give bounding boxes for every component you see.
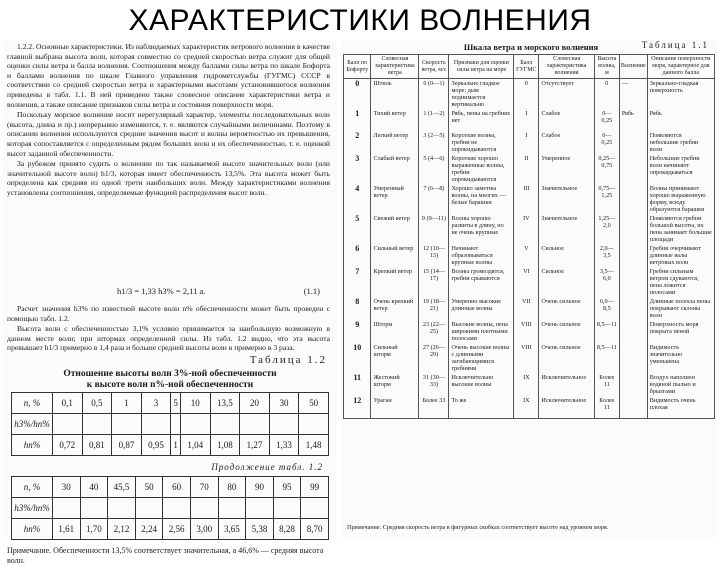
table-cell: 95 — [273, 477, 301, 498]
table-cell: 1 — [171, 435, 181, 456]
continuation-label: Продолжение табл. 1.2 — [211, 462, 323, 472]
row-header: n, % — [12, 393, 53, 414]
table-cell: Рябь, пены на гребнях нет — [449, 109, 514, 131]
column-header: Скорость ветра, м/с — [419, 55, 449, 79]
table-cell: Значительное — [539, 214, 594, 244]
table-cell: 1 (1—2) — [419, 109, 449, 131]
table-cell: IV — [514, 214, 539, 244]
table-cell: 1,33 — [269, 435, 299, 456]
table-cell — [53, 498, 81, 519]
table-cell: 60 — [163, 477, 191, 498]
table-row — [344, 373, 715, 396]
table-cell: 3 (2—5) — [419, 131, 449, 154]
table-cell: 3,65 — [218, 519, 246, 540]
table-cell: Исключительно высокие волны — [449, 373, 514, 396]
table-cell — [135, 498, 163, 519]
table-cell: 0 (0—1) — [419, 79, 449, 110]
table-cell — [246, 498, 274, 519]
table-cell: Сильный шторм — [371, 343, 419, 373]
table-cell: Тихий ветер — [371, 109, 419, 131]
table-cell — [210, 414, 240, 435]
table-cell: 3,5—6,0 — [594, 267, 619, 297]
left-body-text-after — [7, 304, 330, 352]
table-cell — [269, 414, 299, 435]
table-cell: 1,04 — [181, 435, 211, 456]
table-cell: Рябь — [647, 109, 714, 131]
right-page — [341, 40, 717, 538]
table-cell: Слабое — [539, 109, 594, 131]
table-cell: 5 (4—6) — [419, 154, 449, 184]
table-cell — [273, 498, 301, 519]
table-cell: Видимость очень плохая — [647, 396, 714, 419]
table-row — [12, 435, 329, 456]
table-cell: 0 — [594, 79, 619, 110]
left-body-text — [7, 42, 330, 282]
table-cell: Волны принимают хорошо выраженную форму, всюду образуются барашки — [647, 184, 714, 214]
table-cell: Очень сильное — [539, 297, 594, 320]
table-cell: 0,1 — [53, 393, 83, 414]
table-row — [344, 154, 715, 184]
table-cell: Рябь — [619, 109, 647, 131]
table-cell — [181, 414, 211, 435]
table-cell: VIII — [514, 320, 539, 343]
column-header: Балл ГУГМС — [514, 55, 539, 79]
column-header: Высота волны, м — [594, 55, 619, 79]
table-cell: 40 — [80, 477, 108, 498]
table-cell — [299, 414, 329, 435]
table-cell: IX — [514, 396, 539, 419]
row-header: hn% — [12, 519, 53, 540]
table-row — [344, 79, 715, 110]
table-cell: Сильное — [539, 244, 594, 267]
table-title-line: Отношение высоты волн 3%-ной обеспеченности — [63, 369, 277, 379]
table-cell: 10 — [344, 343, 371, 373]
table-row — [344, 244, 715, 267]
table-row — [344, 131, 715, 154]
column-header: Словесная характеристика ветра — [371, 55, 419, 79]
table-title — [43, 369, 297, 391]
table-cell: 6 — [344, 244, 371, 267]
table-cell: Легкий ветер — [371, 131, 419, 154]
paragraph: Высота волн с обеспеченностью 3,1% условно принимается за наибольшую возможную в данном месте волн; при штормах определенной силы. Из табл. 1.2 видно, что эта высота превышает h1/3 примерно в 1,4 раза и больше средней высоты волн в примерно в 3 раза. — [7, 324, 330, 352]
table-cell: Волны громоздятся, гребни срываются — [449, 267, 514, 297]
table-cell: Очень сильное — [539, 343, 594, 373]
table-row — [344, 214, 715, 244]
table-cell: Слабое — [539, 131, 594, 154]
table-cell: Крепкий ветер — [371, 267, 419, 297]
table-cell — [112, 414, 142, 435]
table-cell: Воздух наполнен водяной пылью и брызгами — [647, 373, 714, 396]
table-cell: Умеренный ветер — [371, 184, 419, 214]
table-cell: То же — [449, 396, 514, 419]
table-cell — [80, 498, 108, 519]
table-row — [12, 498, 329, 519]
table-cell — [619, 320, 647, 343]
table-cell: 2,12 — [108, 519, 136, 540]
table-title: Шкала ветра и морского волнения — [463, 42, 599, 52]
table-cell: 1,48 — [299, 435, 329, 456]
table-cell: Начинают образовываться крупные волны — [449, 244, 514, 267]
table-cell: 0,5 — [82, 393, 112, 414]
table-cell: Длинные полосы пены покрывают склоны волн — [647, 297, 714, 320]
table-cell: I — [514, 109, 539, 131]
row-header: h3%/hn% — [12, 414, 53, 435]
table-cell: 5,38 — [246, 519, 274, 540]
table-note: Примечание. Средняя скорость ветра в фигурных скобках соответствует высоте над уровнем моря. — [347, 524, 609, 531]
table-cell: Очень высокие волны с длинными загибающимися гребнями — [449, 343, 514, 373]
table-cell: 10 — [181, 393, 211, 414]
column-header: Балл по Бофорту — [344, 55, 371, 79]
table-cell: Высокие волны, пена широкими плотными полосами — [449, 320, 514, 343]
ratio-table-part1 — [11, 392, 329, 456]
table-cell: V — [514, 244, 539, 267]
table-cell: 7 — [344, 267, 371, 297]
table-cell: 0,72 — [53, 435, 83, 456]
table-cell: II — [514, 154, 539, 184]
table-cell: 2,56 — [163, 519, 191, 540]
formula-body: h1/3 = 1,33 h3% = 2,11 a. — [117, 286, 206, 296]
slide-title: ХАРАКТЕРИСТИКИ ВОЛНЕНИЯ — [128, 4, 592, 37]
table-cell: 1,25—2,0 — [594, 214, 619, 244]
column-header: Волнение — [619, 55, 647, 79]
table-row — [344, 297, 715, 320]
table-cell: Жестокий шторм — [371, 373, 419, 396]
table-cell — [619, 214, 647, 244]
table-cell: 8 — [344, 297, 371, 320]
table-cell: Исключительное — [539, 396, 594, 419]
table-title-line: к высоте волн n%-ной обеспеченности — [86, 380, 254, 390]
table-cell: 0—0,25 — [594, 131, 619, 154]
table-cell: Шторм — [371, 320, 419, 343]
table-cell — [218, 498, 246, 519]
table-cell: 20 — [240, 393, 270, 414]
table-cell: 70 — [190, 477, 218, 498]
table-cell: Зеркально гладкое море; дым поднимается вертикально — [449, 79, 514, 110]
table-cell — [240, 414, 270, 435]
table-cell: Значительное — [539, 184, 594, 214]
paragraph: 1.2.2. Основные характеристики. Из наблюдаемых характеристик ветрового волнения в качестве главной выбрана высота волн, которая совместно со средней скоростью ветра служит для общей оценки силы ветра и балла волнения. Соотношения между баллами силы ветра по шкале Бофорта и баллами волнения по шкале Главного управления гидрометслужбы (ГУГМС) СССР в соответствии со средней скоростью ветра и характерными высотами установившегося волнения приведены в табл. 1.1. В ней приведено также словесное описание характеристики ветра и волнения, а также описание признаков силы ветра и состояния поверхности моря. — [7, 42, 330, 109]
table-cell: VIII — [514, 343, 539, 373]
column-header: Словесная характеристика волнения — [539, 55, 594, 79]
table-cell: Короткие волны, гребни не опрокидываются — [449, 131, 514, 154]
table-cell: Зеркально-гладкая поверхность — [647, 79, 714, 110]
table-cell — [619, 154, 647, 184]
table-cell: 1,61 — [53, 519, 81, 540]
table-cell: — — [619, 79, 647, 110]
table-cell: 2,0—3,5 — [594, 244, 619, 267]
table-cell: 1,27 — [240, 435, 270, 456]
table-cell: 90 — [246, 477, 274, 498]
table-cell: 30 — [53, 477, 81, 498]
table-cell: Более 11 — [594, 373, 619, 396]
table-cell: 50 — [135, 477, 163, 498]
table-cell — [619, 343, 647, 373]
table-cell — [619, 244, 647, 267]
table-cell: 8,28 — [273, 519, 301, 540]
table-cell: 0 — [514, 79, 539, 110]
table-cell: 0—0,25 — [594, 109, 619, 131]
table-cell — [619, 396, 647, 419]
table-cell: 1 — [344, 109, 371, 131]
table-cell: Гребни очерчивают длинные валы ветровых волн — [647, 244, 714, 267]
table-cell — [619, 297, 647, 320]
table-cell: IX — [514, 373, 539, 396]
table-cell — [171, 414, 181, 435]
table-cell: Штиль — [371, 79, 419, 110]
table-cell: Умеренно высокие длинные волны — [449, 297, 514, 320]
table-row — [12, 414, 329, 435]
table-cell — [190, 498, 218, 519]
table-cell — [53, 414, 83, 435]
paragraph: Расчет значения h3% по известной высоте волн n% обеспеченности может быть проведен с помощью табл. 1.2. — [7, 304, 330, 323]
paragraph: Поскольку морское волнение носит нерегулярный характер, элементы последовательных волн (высота, длина и пр.) непрерывно изменяются, т. е. являются случайными величинами. Поэтому в описании волнения используются средние значения высот и волны вероятностью их превышения, которая сопоставляется с определенным рядом больших волн и их обеспеченностью, т. е. оценкой высот заданной обеспеченности. — [7, 110, 330, 158]
table-cell: 13,5 — [210, 393, 240, 414]
table-cell: 5 — [344, 214, 371, 244]
table-cell: 19 (18—21) — [419, 297, 449, 320]
table-row — [12, 519, 329, 540]
table-cell: Исключительное — [539, 373, 594, 396]
table-row — [344, 320, 715, 343]
table-cell: 1,70 — [80, 519, 108, 540]
table-row — [12, 477, 329, 498]
table-cell: 6,0—8,5 — [594, 297, 619, 320]
ratio-table-part2 — [11, 476, 329, 540]
table-cell: 27 (26—29) — [419, 343, 449, 373]
table-cell: Гребни сильным ветром сдуваются, пена ложится полосами — [647, 267, 714, 297]
table-cell: 0,87 — [112, 435, 142, 456]
table-cell — [301, 498, 329, 519]
table-cell: Слабый ветер — [371, 154, 419, 184]
table-cell: 8,70 — [301, 519, 329, 540]
table-cell: 2,24 — [135, 519, 163, 540]
table-cell: 11 — [344, 373, 371, 396]
table-cell: 8,5—11 — [594, 343, 619, 373]
table-cell: 0,75—1,25 — [594, 184, 619, 214]
table-row — [344, 396, 715, 419]
wind-wave-scale-table — [343, 54, 715, 419]
table-cell: 30 — [269, 393, 299, 414]
table-cell: Ураган — [371, 396, 419, 419]
table-cell — [619, 184, 647, 214]
table-cell: Более 11 — [594, 396, 619, 419]
table-label: Таблица 1.2 — [249, 354, 327, 366]
table-cell — [108, 498, 136, 519]
table-cell: 0,81 — [82, 435, 112, 456]
table-cell: 1,08 — [210, 435, 240, 456]
table-cell: VI — [514, 267, 539, 297]
table-cell: 12 — [344, 396, 371, 419]
table-cell: 12 (10—13) — [419, 244, 449, 267]
table-cell: III — [514, 184, 539, 214]
table-cell — [619, 131, 647, 154]
table-cell — [619, 373, 647, 396]
table-cell — [619, 267, 647, 297]
column-header: Описание поверхности моря, характерное для данного балла — [647, 55, 714, 79]
table-cell: Очень крепкий ветер — [371, 297, 419, 320]
table-cell: 9 — [344, 320, 371, 343]
table-cell: Видимость значительно уменьшена — [647, 343, 714, 373]
table-cell: Отсутствует — [539, 79, 594, 110]
formula-number: (1.1) — [303, 286, 320, 296]
table-cell: 0,25—0,75 — [594, 154, 619, 184]
column-header: Признаки для оценки силы ветра на море — [449, 55, 514, 79]
table-cell: Свежий ветер — [371, 214, 419, 244]
table-cell: Очень сильное — [539, 320, 594, 343]
table-note: Примечание. Обеспеченности 13,5% соответствует значительная, а 46,6% — средняя высота волн. — [7, 546, 324, 565]
table-cell: Сильное — [539, 267, 594, 297]
table-cell: 23 (22—25) — [419, 320, 449, 343]
table-cell: 3 — [344, 154, 371, 184]
table-cell: 45,5 — [108, 477, 136, 498]
table-cell: Небольшие гребни волн начинают опрокидываться — [647, 154, 714, 184]
table-cell: Появляются небольшие гребни волн — [647, 131, 714, 154]
table-cell: 50 — [299, 393, 329, 414]
left-page — [3, 40, 337, 565]
row-header: h3%/hn% — [12, 498, 53, 519]
table-cell: 9 (9—11) — [419, 214, 449, 244]
table-cell: 2 — [344, 131, 371, 154]
table-cell: Волны хорошо развиты в длину, но не очень крупные — [449, 214, 514, 244]
table-cell: 4 — [344, 184, 371, 214]
table-cell: 31 (30—33) — [419, 373, 449, 396]
table-cell: Умеренное — [539, 154, 594, 184]
table-cell: 1 — [112, 393, 142, 414]
table-row — [344, 109, 715, 131]
table-row — [344, 267, 715, 297]
table-cell: 7 (6—8) — [419, 184, 449, 214]
table-cell: Поверхность моря покрыта пеной — [647, 320, 714, 343]
table-cell: 99 — [301, 477, 329, 498]
table-cell: 80 — [218, 477, 246, 498]
table-cell: Более 33 — [419, 396, 449, 419]
table-row — [344, 343, 715, 373]
table-cell — [82, 414, 112, 435]
table-cell — [141, 414, 171, 435]
table-cell — [163, 498, 191, 519]
table-cell: 3,00 — [190, 519, 218, 540]
table-cell: Сильный ветер — [371, 244, 419, 267]
table-cell: 3 — [141, 393, 171, 414]
table-cell: Хорошо заметны волны, на многих — белые барашки — [449, 184, 514, 214]
table-cell: Короткие хорошо выраженные волны, гребни опрокидываются — [449, 154, 514, 184]
table-cell: 8,5—11 — [594, 320, 619, 343]
table-cell: 15 (14—17) — [419, 267, 449, 297]
table-cell: 5 — [171, 393, 181, 414]
row-header: n, % — [12, 477, 53, 498]
paragraph: За рубежом принято судить о волнении по так называемой высоте значительных волн (или значительной высоте волн) h1/3, которая имеет обеспеченность 13,5%. Эта высота может быть определена как средняя из одной трети наибольших волн. Между характеристиками волнения установлены соотношения, определяемые функцией распределения высот волн. — [7, 159, 330, 197]
table-cell: I — [514, 131, 539, 154]
row-header: hn% — [12, 435, 53, 456]
table-row — [12, 393, 329, 414]
table-cell: Появляются гребни большой высоты, их пена занимает большие площади — [647, 214, 714, 244]
table-row — [344, 184, 715, 214]
table-cell: 0 — [344, 79, 371, 110]
table-label: Таблица 1.1 — [641, 40, 709, 50]
table-cell: 0,95 — [141, 435, 171, 456]
table-cell: VII — [514, 297, 539, 320]
